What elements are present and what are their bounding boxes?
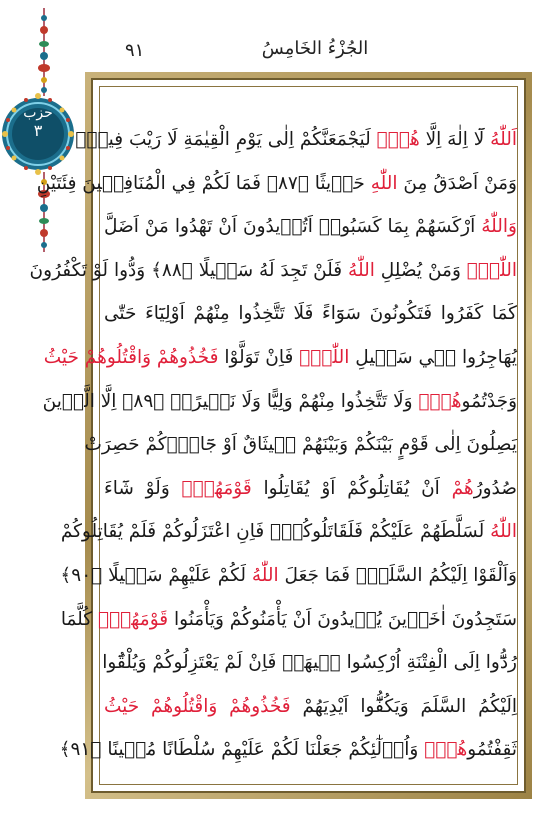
verse-line: [98, 641, 523, 685]
divine-name-segment: فَخُذُوهُمْ وَاقْتُلُوهُمْ حَيْثُ: [104, 695, 291, 717]
verse-line: [42, 380, 523, 424]
verse-segment: لَسَلَّطَهُمْ عَلَيْكُمْ فَلَقَاتَلُوكُمْۚ فَاِنِ اعْتَزَلُوكُمْ فَلَمْ يُقَاتِلُوكُمْ: [60, 521, 491, 543]
divine-name-segment: اللّٰهِۜ: [299, 346, 350, 368]
verse-line: [59, 728, 523, 772]
hizb-number: ٣: [33, 121, 43, 140]
verse-segment: لَٓا اِلٰهَ اِلَّا: [419, 129, 491, 150]
hizb-label: حزب: [23, 105, 53, 121]
verse-segment: فَاِنْ تَوَلَّوْا: [218, 346, 300, 368]
divine-name-segment: اللّٰهُۜ: [466, 259, 517, 281]
verse-line: [43, 336, 523, 380]
verse-segment: كَمَا كَفَرُوا فَتَكُونُونَ سَوَٓاءً فَلَا تَتَّخِذُوا مِنْهُمْ اَوْلِيَٓاءَ حَتّٰى: [104, 303, 517, 325]
verse-segment: اَرْكَسَهُمْ بِمَا كَسَبُواۜ اَتُر۪يدُونَ اَنْ تَهْدُوا مَنْ اَضَلَّ: [104, 216, 482, 238]
verse-segment: لَكُمْ عَلَيْهِمْ سَب۪يلًا ﴿٩٠﴾: [60, 564, 252, 586]
verse-segment: يَصِلُونَ اِلٰى قَوْمٍ بَيْنَكُمْ وَبَيْنَهُمْ م۪يثَاقٌ اَوْ جَٓاؤُ۫كُمْ حَصِرَتْ: [84, 434, 517, 456]
verse-segment: صُدُورُ: [473, 477, 517, 499]
verse-segment: وَلَا تَتَّخِذُوا مِنْهُمْ وَلِيًّا وَلَا نَص۪يرًاۙ ﴿٨٩﴾ اِلَّا الَّذ۪ينَ: [42, 390, 419, 412]
verse-line: [98, 685, 523, 729]
divine-name-segment: اللّٰهُ: [348, 259, 375, 281]
verse-segment: يُهَاجِرُوا ف۪ي سَب۪يلِ: [349, 346, 517, 368]
hizb-marker: [5, 104, 71, 140]
verse-line: [84, 423, 523, 467]
divine-name-segment: اللّٰهُ: [251, 564, 279, 586]
verse-segment: فَلَنْ تَجِدَ لَهُ سَب۪يلًا ﴿٨٨﴾ وَدُّوا لَوْ تَكْفُرُونَ: [29, 259, 349, 281]
divine-name-segment: هُوَۜ: [376, 129, 420, 150]
verse-line: [98, 467, 523, 511]
verse-segment: وَمَنْ يُضْلِلِ: [374, 259, 467, 281]
divine-name-segment: اللّٰهُ: [490, 521, 517, 543]
verse-line: [75, 118, 523, 162]
verse-segment: سَتَجِدُونَ اٰخَر۪ينَ يُر۪يدُونَ اَنْ يَأْمَنُوكُمْ وَيَأْمَنُوا: [168, 608, 517, 630]
verse-segment: وَجَدْتُمُو: [461, 390, 517, 412]
divine-name-segment: هُمْ: [451, 477, 474, 499]
verse-line: [60, 598, 523, 642]
divine-name-segment: هُمْۜ: [424, 739, 468, 761]
verse-line: [60, 510, 523, 554]
verse-text-block: [29, 118, 523, 772]
verse-segment: ثَقِفْتُمُو: [467, 739, 517, 761]
verse-segment: وَاَلْقَوْا اِلَيْكُمُ السَّلَمَۙ فَمَا جَعَلَ: [278, 564, 517, 586]
page-number: ٩١: [125, 40, 145, 61]
verse-segment: رُدُّٓوا اِلَى الْفِتْنَةِ اُرْكِسُوا ف۪يهَاۚ فَاِنْ لَمْ يَعْتَزِلُوكُمْ وَيُلْقُٓوا: [102, 652, 517, 674]
verse-segment: كُلَّمَا: [60, 608, 98, 630]
divine-name-segment: اللّٰهِ: [370, 172, 398, 194]
divine-name-segment: قَوْمَهُمْۜ: [97, 608, 169, 630]
verse-segment: لَيَجْمَعَنَّكُمْ اِلٰى يَوْمِ الْقِيٰمَةِ لَا رَيْبَ فِيهِۜ: [75, 129, 377, 150]
divine-name-segment: اَللّٰهُ: [490, 129, 517, 150]
verse-line: [60, 554, 523, 598]
verse-segment: اِلَيْكُمُ السَّلَمَ وَيَكُفُّٓوا اَيْدِيَهُمْ: [290, 695, 517, 717]
verse-line: [29, 249, 523, 293]
verse-line: [36, 162, 523, 206]
verse-segment: وَمَنْ اَصْدَقُ مِنَ: [397, 172, 517, 194]
divine-name-segment: وَاللّٰهُ: [481, 216, 517, 238]
verse-segment: حَد۪يثًا ﴿٨٧﴾ فَمَا لَكُمْ فِي الْمُنَافِق۪ينَ فِئَتَيْنِ: [36, 172, 371, 194]
page-header: [95, 36, 515, 66]
verse-segment: وَلَوْ شَٓاءَ: [104, 477, 182, 499]
verse-segment: اَنْ يُقَاتِلُوكُمْ اَوْ يُقَاتِلُوا: [251, 477, 452, 499]
divine-name-segment: قَوْمَهُمْۜ: [181, 477, 252, 499]
verse-line: [98, 205, 523, 249]
divine-name-segment: هُمْۖ: [418, 390, 462, 412]
verse-segment: وَاُو۬لٰٓئِكُمْ جَعَلْنَا لَكُمْ عَلَيْهِمْ سُلْطَانًا مُب۪ينًا ﴿٩١﴾: [59, 739, 425, 761]
juz-title: الجُزْءُ الخَامِسُ: [261, 38, 369, 59]
verse-line: [98, 292, 523, 336]
divine-name-segment: فَخُذُوهُمْ وَاقْتُلُوهُمْ حَيْثُ: [43, 346, 219, 368]
